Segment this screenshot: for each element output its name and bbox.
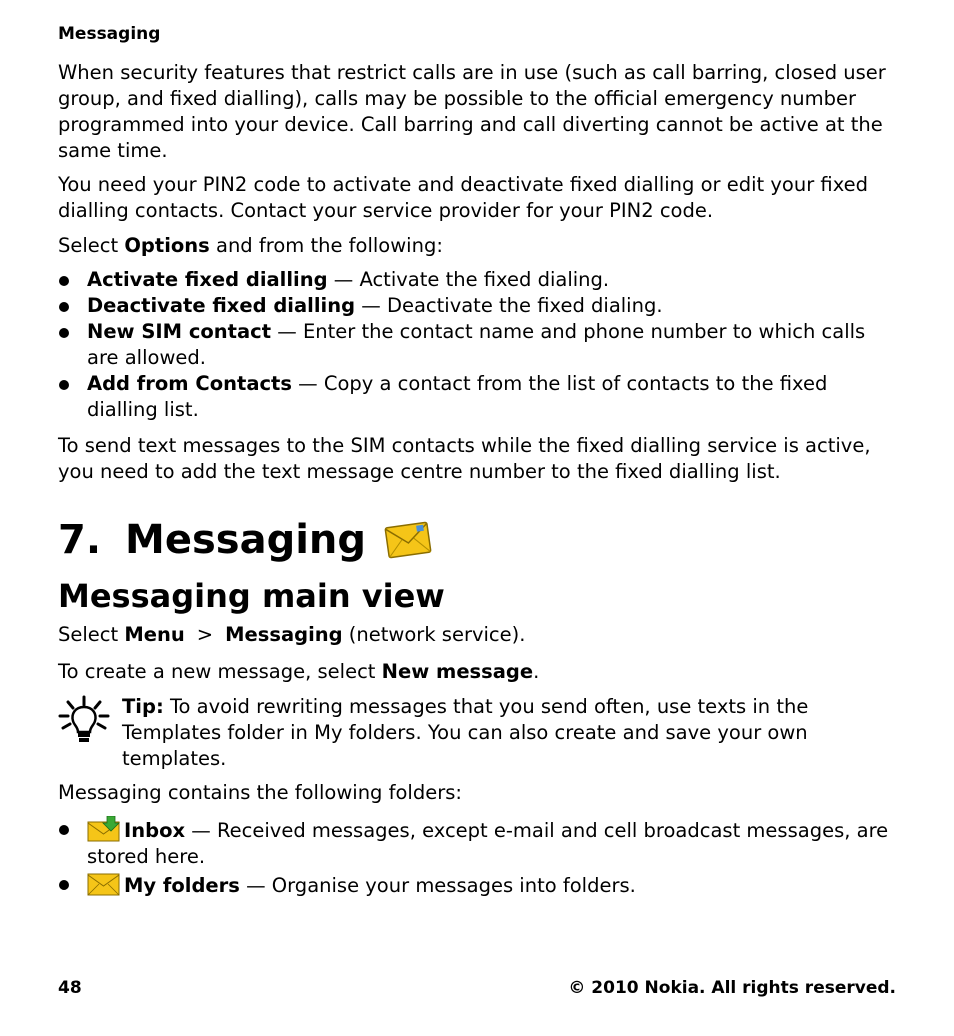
folder-description: — Received messages, except e-mail and cell broadcast messages, are stored here. xyxy=(87,819,889,868)
create-message-paragraph xyxy=(58,659,898,685)
folders-list xyxy=(58,816,898,899)
envelope-icon xyxy=(382,515,434,565)
select-prefix: Select xyxy=(58,623,125,646)
option-term: Add from Contacts xyxy=(87,372,292,395)
my-folders-icon xyxy=(87,871,120,897)
chapter-title xyxy=(58,512,434,568)
list-item xyxy=(58,319,898,371)
option-description: — Activate the fixed dialing. xyxy=(327,268,610,291)
folder-name: Inbox xyxy=(124,819,186,842)
folder-name: My folders xyxy=(124,874,240,897)
option-description: — Copy a contact from the list of contacts to the fixed dialling list. xyxy=(87,372,828,421)
select-menu-paragraph xyxy=(58,622,898,648)
intro-paragraph-pin2: You need your PIN2 code to activate and deactivate fixed dialling or edit your fixed dialling contacts. Contact your service provider for your PIN2 code. xyxy=(58,173,869,222)
list-item xyxy=(58,267,898,293)
create-suffix: . xyxy=(533,660,540,683)
select-options-paragraph xyxy=(58,233,898,259)
option-description: — Enter the contact name and phone number to which calls are allowed. xyxy=(87,320,866,369)
list-item xyxy=(58,871,898,899)
page-number: 48 xyxy=(58,978,82,998)
list-item xyxy=(58,371,898,423)
messaging-term: Messaging xyxy=(225,623,343,646)
option-description: — Deactivate the fixed dialing. xyxy=(355,294,663,317)
option-term: New SIM contact xyxy=(87,320,272,343)
chapter-title-text: Messaging xyxy=(125,517,367,563)
tip-paragraph xyxy=(122,694,902,772)
list-item xyxy=(58,293,898,319)
section-title: Messaging main view xyxy=(58,577,445,615)
new-message-term: New message xyxy=(381,660,534,683)
tip-text: To avoid rewriting messages that you send often, use texts in the Templates folder in My folders. You can also create and save your own templates. xyxy=(122,695,809,770)
fixed-dialling-options-list xyxy=(58,267,898,423)
running-head: Messaging xyxy=(58,24,161,44)
inbox-icon xyxy=(87,816,120,842)
folders-intro-paragraph: Messaging contains the following folders: xyxy=(58,781,462,804)
select-suffix: (network service). xyxy=(342,623,526,646)
select-suffix: and from the following: xyxy=(209,234,443,257)
chapter-number: 7. xyxy=(58,517,102,563)
options-term: Options xyxy=(124,234,210,257)
tip-label: Tip: xyxy=(122,695,164,718)
option-term: Activate fixed dialling xyxy=(87,268,328,291)
select-prefix: Select xyxy=(58,234,125,257)
create-prefix: To create a new message, select xyxy=(58,660,382,683)
lightbulb-icon xyxy=(58,694,110,746)
option-term: Deactivate fixed dialling xyxy=(87,294,356,317)
folder-description: — Organise your messages into folders. xyxy=(239,874,636,897)
menu-term: Menu xyxy=(124,623,185,646)
menu-separator: > xyxy=(196,623,214,646)
sms-note-paragraph: To send text messages to the SIM contacts while the fixed dialling service is active, you need to add the text message centre number to the fixed dialling list. xyxy=(58,434,871,483)
intro-paragraph-security: When security features that restrict calls are in use (such as call barring, closed user group, and fixed dialling), calls may be possible to the official emergency number programmed into your device. Call barring and call diverting cannot be active at the same time. xyxy=(58,61,886,162)
copyright-notice: © 2010 Nokia. All rights reserved. xyxy=(568,978,896,998)
list-item xyxy=(58,816,898,870)
